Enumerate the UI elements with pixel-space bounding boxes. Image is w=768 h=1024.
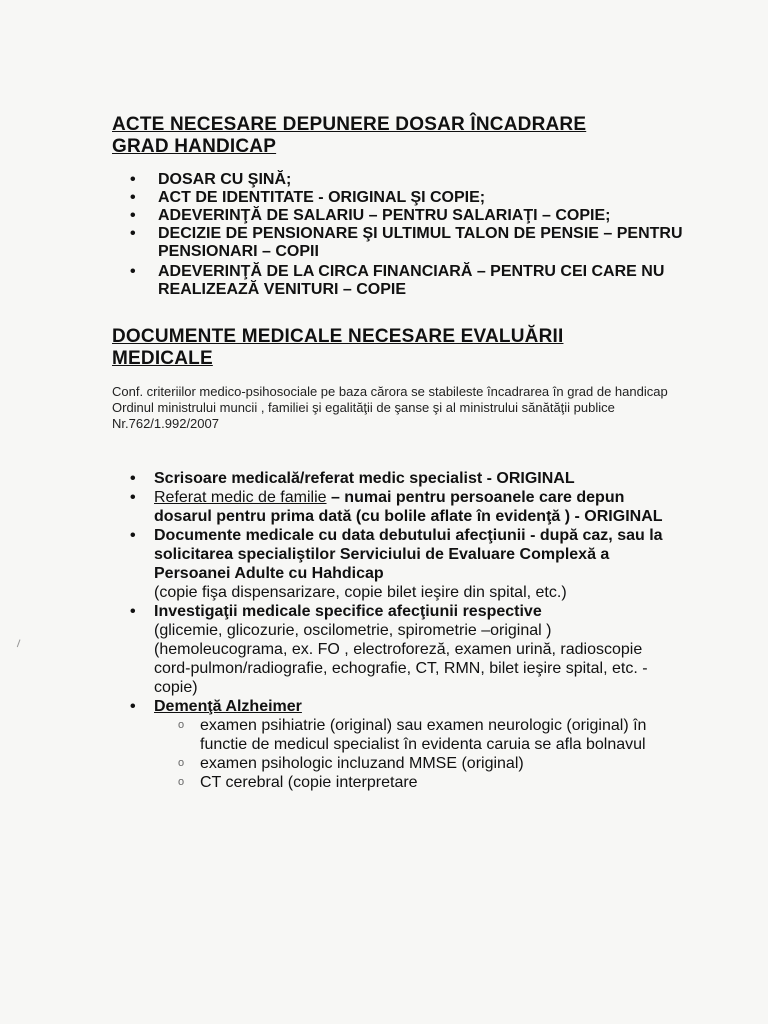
sub-item: o CT cerebral (copie interpretare — [174, 773, 668, 792]
item-text: Demenţă Alzheimer — [154, 698, 302, 715]
list-item — [128, 697, 668, 792]
item-detail: (glicemie, glicozurie, oscilometrie, spirometrie –original ) — [154, 622, 552, 639]
list-item — [128, 602, 668, 697]
list-item — [128, 526, 668, 602]
note-line: Ordinul ministrului muncii , familiei şi egalităţii de şanse şi al ministrului sănătăţii publice Nr.762/1.992/2007 — [112, 400, 615, 431]
list-item: • ADEVERINŢĂ DE LA CIRCA FINANCIARĂ – PENTRU CEI CARE NU REALIZEAZĂ VENITURI – COPIE — [128, 263, 688, 299]
legal-note — [112, 384, 672, 432]
title-line: ACTE NECESARE DEPUNERE DOSAR ÎNCADRARE — [112, 114, 587, 135]
item-detail: (hemoleucograma, ex. FO , electroforeză, examen urină, radioscopie cord-pulmon/radiografie, echografie, CT, RMN, bilet ieşire spital, etc. - copie) — [154, 641, 648, 696]
scan-mark — [17, 639, 24, 648]
sub-item: o examen psihiatrie (original) sau examen neurologic (original) în functie de medicul specialist în evidenta caruia se afla bolnavul — [174, 716, 668, 754]
item-text: Documente medicale cu data debutului afecţiunii - după caz, sau la solicitarea specialiştilor Serviciului de Evaluare Complexă a Persoanei Adulte cu Hahdicap — [154, 527, 663, 582]
list-item: • DOSAR CU ŞINĂ; — [128, 171, 688, 189]
title-line: GRAD HANDICAP — [112, 136, 277, 157]
documente-list — [128, 469, 668, 792]
acte-list — [128, 171, 688, 299]
sub-list — [154, 716, 668, 792]
list-item — [128, 488, 668, 526]
item-text: – numai pentru persoanele care depun dosarul pentru prima dată (cu bolile aflate în evidenţă ) - ORIGINAL — [154, 489, 663, 525]
list-item: • ACT DE IDENTITATE - ORIGINAL ŞI COPIE; — [128, 189, 688, 207]
title-line: MEDICALE — [112, 348, 213, 369]
list-item — [128, 469, 668, 488]
list-item: • DECIZIE DE PENSIONARE ŞI ULTIMUL TALON DE PENSIE – PENTRU PENSIONARI – COPII — [128, 225, 688, 261]
note-line: Conf. criteriilor medico-psihosociale pe baza cărora se stabileste încadrarea în grad de handicap — [112, 384, 668, 399]
title-acte-necesare — [112, 114, 586, 158]
item-text: Scrisoare medicală/referat medic specialist - ORIGINAL — [154, 470, 575, 487]
sub-item: o examen psihologic incluzand MMSE (original) — [174, 754, 668, 773]
list-item: • ADEVERINŢĂ DE SALARIU – PENTRU SALARIAŢI – COPIE; — [128, 207, 688, 225]
title-line: DOCUMENTE MEDICALE NECESARE EVALUĂRII — [112, 326, 564, 347]
item-detail: (copie fişa dispensarizare, copie bilet ieşire din spital, etc.) — [154, 584, 567, 601]
item-text: Investigaţii medicale specifice afecţiunii respective — [154, 603, 542, 620]
item-underlined: Referat medic de familie — [154, 489, 327, 506]
title-documente-medicale — [112, 326, 563, 370]
